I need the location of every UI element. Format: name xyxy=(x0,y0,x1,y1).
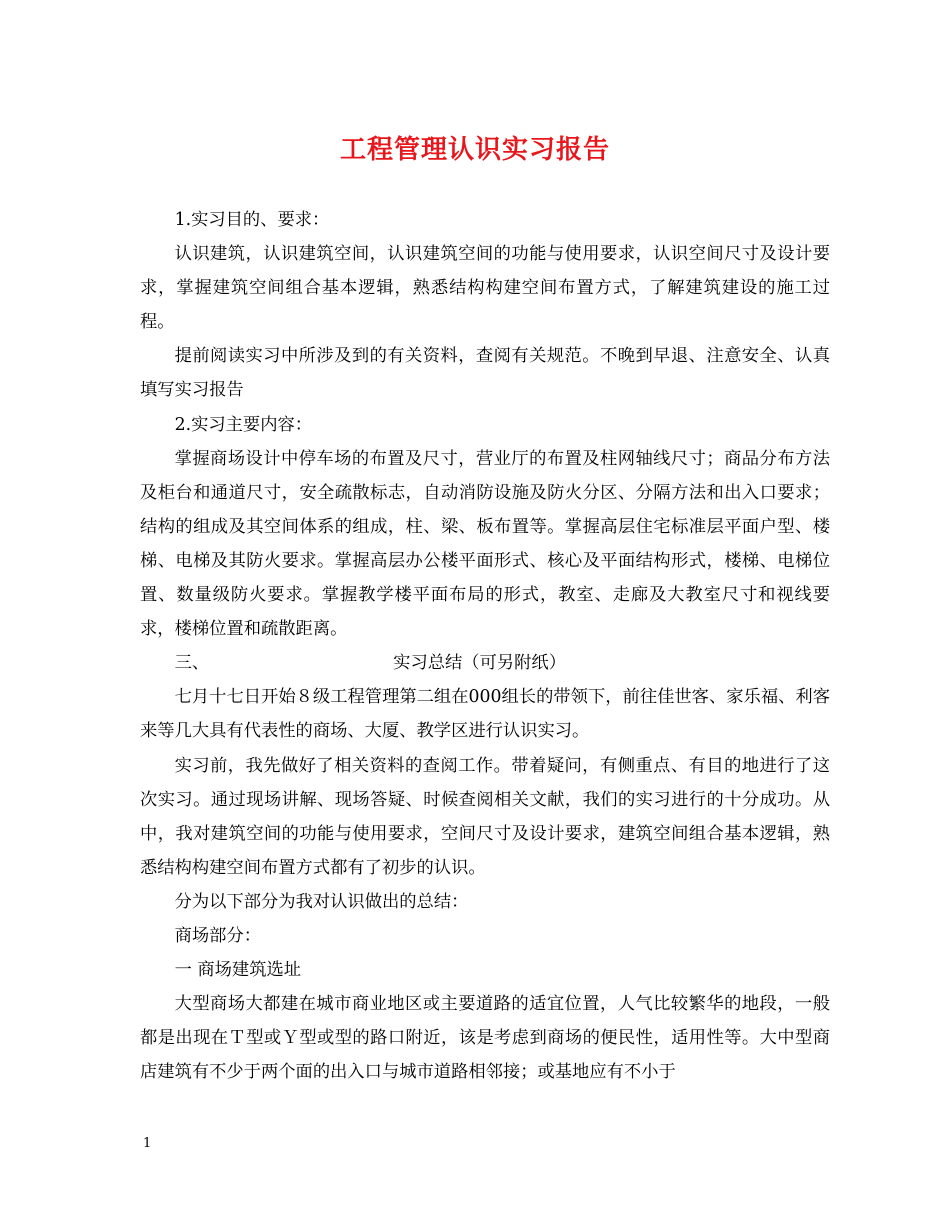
paragraph-mall-site: 大型商场大都建在城市商业地区或主要道路的适宜位置，人气比较繁华的地段，一般都是出现在Ｔ型或Ｙ型或型的路口附近，该是考虑到商场的便民性，适用性等。大中型商店建筑有不少于两个面的出入口与城市道路相邻接；或基地应有不小于 xyxy=(140,994,830,1083)
paragraph-summary-intro: 七月十七日开始８级工程管理第二组在000组长的带领下，前往佳世客、家乐福、利客来等几大具有代表性的商场、大厦、教学区进行认识实习。 xyxy=(140,687,830,742)
paragraph-summary-prep: 实习前，我先做好了相关资料的查阅工作。带着疑问，有侧重点、有目的地进行了这次实习。通过现场讲解、现场答疑、时候查阅相关文献，我们的实习进行的十分成功。从中，我对建筑空间的功能与使用要求，空间尺寸及设计要求，建筑空间组合基本逻辑，熟悉结构构建空间布置方式都有了初步的认识。 xyxy=(140,755,830,878)
paragraph-summary-parts: 分为以下部分为我对认识做出的总结： xyxy=(174,891,469,912)
paragraph-content: 掌握商场设计中停车场的布置及尺寸，营业厅的布置及柱网轴线尺寸；商品分布方法及柜台和通道尺寸，安全疏散标志，自动消防设施及防火分区、分隔方法和出入口要求；结构的组成及其空间体系的组成，柱、梁、板布置等。掌握高层住宅标准层平面户型、楼梯、电梯及其防火要求。掌握高层办公楼平面形式、核心及平面结构形式，楼梯、电梯位置、数量级防火要求。掌握教学楼平面布局的形式，教室、走廊及大教室尺寸和视线要求，楼梯位置和疏散距离。 xyxy=(140,448,830,640)
page-number: 1 xyxy=(143,1136,152,1151)
document-body xyxy=(140,203,830,1089)
paragraph-content-heading: 2.实习主要内容： xyxy=(174,414,313,435)
paragraph-purpose-heading: 1.实习目的、要求： xyxy=(174,210,330,230)
paragraph-mall-site-heading: 一 商场建筑选址 xyxy=(174,960,302,981)
paragraph-mall-section: 商场部分： xyxy=(174,925,262,946)
section-three-number: 三、 xyxy=(174,653,210,674)
paragraph-requirements: 提前阅读实习中所涉及到的有关资料，查阅有关规范。不晚到早退、注意安全、认真填写实习报告 xyxy=(140,346,830,401)
section-three-text: 实习总结（可另附纸） xyxy=(393,653,566,674)
document-title: 工程管理认识实习报告 xyxy=(339,135,610,165)
paragraph-purpose: 认识建筑，认识建筑空间，认识建筑空间的功能与使用要求，认识空间尺寸及设计要求，掌握建筑空间组合基本逻辑，熟悉结构构建空间布置方式，了解建筑建设的施工过程。 xyxy=(140,244,830,333)
section-three-heading xyxy=(140,646,830,680)
